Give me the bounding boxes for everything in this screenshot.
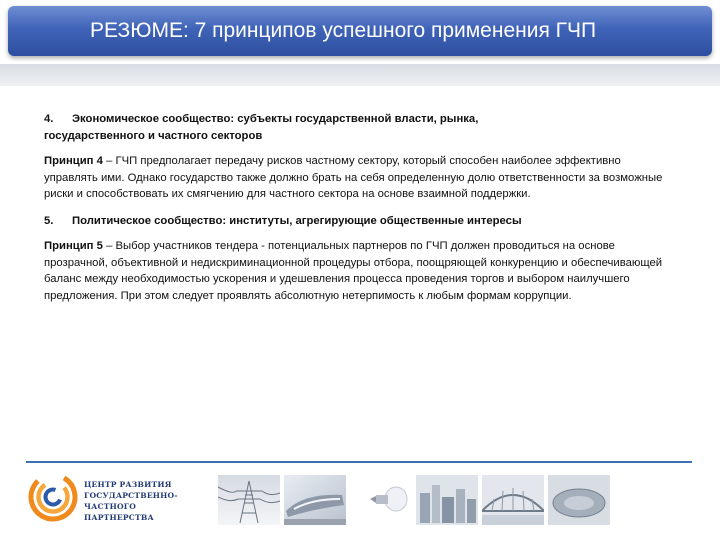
- principle-5-label: Принцип 5: [44, 240, 103, 252]
- power-lines-photo: [218, 475, 280, 525]
- train-photo: [284, 475, 346, 525]
- ppp-center-logo-text: [84, 479, 214, 523]
- logo-text-line1: ЦЕНТР РАЗВИТИЯ: [84, 480, 172, 489]
- ppp-center-logo-icon: [28, 472, 78, 522]
- header-divider-band: [0, 64, 720, 86]
- section-5-number: 5.: [44, 214, 54, 227]
- section-4-heading-line2: государственного и частного секторов: [44, 129, 263, 142]
- slide-title: РЕЗЮМЕ: 7 принципов успешного применения ГЧП: [90, 19, 597, 42]
- principle-4-label: Принцип 4: [44, 155, 103, 167]
- buildings-photo: [416, 475, 478, 525]
- principle-5-paragraph: [44, 238, 664, 304]
- section-5-heading-text: Политическое сообщество: институты, агрегирующие общественные интересы: [72, 214, 522, 227]
- section-5-heading: [44, 213, 664, 230]
- logo-text-line2: ГОСУДАРСТВЕННО-ЧАСТНОГО: [84, 491, 178, 511]
- lightbulb-photo: [350, 475, 412, 525]
- principle-5-text: – Выбор участников тендера - потенциальных партнеров по ГЧП должен проводиться на основе прозрачной, объективной и недискриминационной процедуры отбора, поощряющей конкуренцию и обеспечивающей баланс между необходимостью ускорения и удешевления процесса проведения торгов и выбором наилучшего предложения. При этом следует проявлять абсолютную нетерпимость к любым формам коррупции.: [44, 240, 663, 302]
- footer-divider-line: [26, 461, 692, 463]
- principle-4-text: – ГЧП предполагает передачу рисков частному сектору, который способен наиболее эффективно управлять ими. Однако государство также должно брать на себя определенную долю ответственности за возможные риски и способствовать их смягчению для частного сектора на основе взаимной поддержки.: [44, 155, 663, 200]
- slide-content: [44, 111, 664, 304]
- title-bar: [8, 6, 712, 56]
- stadium-photo: [548, 475, 610, 525]
- principle-4-paragraph: [44, 153, 664, 203]
- section-4-heading-line1: Экономическое сообщество: субъекты государственной власти, рынка,: [72, 113, 479, 125]
- section-4-heading: [44, 111, 664, 144]
- section-4-number: 4.: [44, 113, 54, 125]
- bridge-photo: [482, 475, 544, 525]
- logo-text-line3: ПАРТНЕРСТВА: [84, 513, 154, 522]
